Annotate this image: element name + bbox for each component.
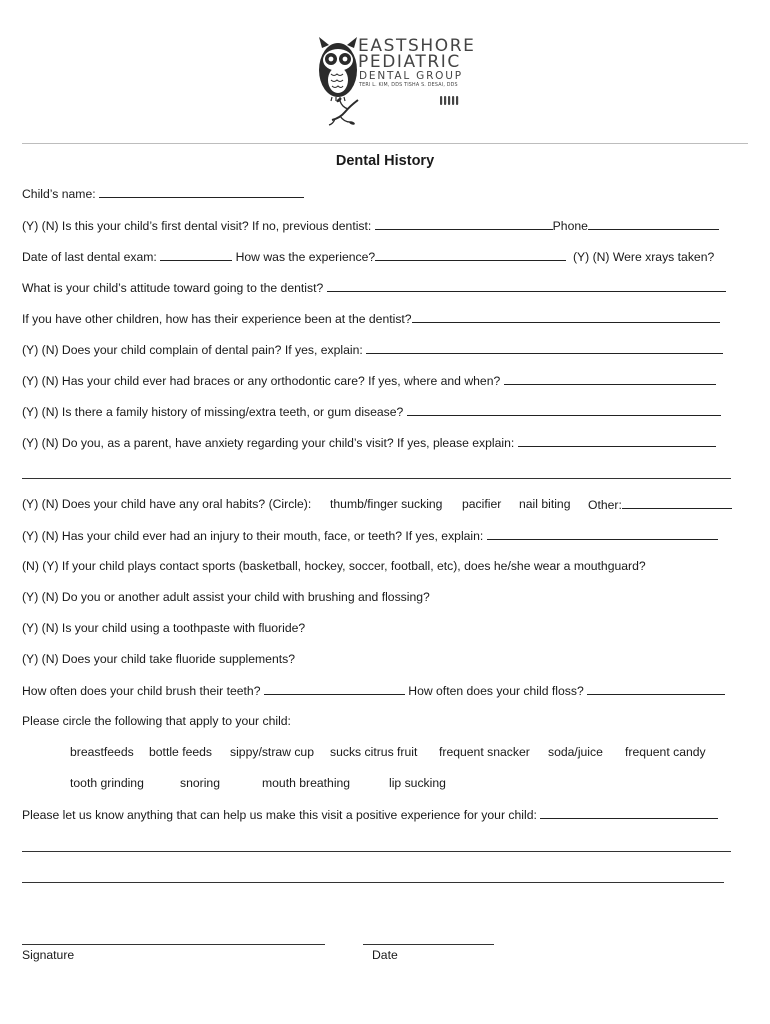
- family-history-field[interactable]: [407, 404, 721, 416]
- previous-dentist-field[interactable]: [375, 218, 553, 230]
- logo-line-pediatric: PEDIATRIC: [358, 52, 461, 72]
- assist-label: (Y) (N) Do you or another adult assist your child with brushing and flossing?: [22, 590, 430, 604]
- positive-row: [22, 807, 718, 823]
- positive-label: Please let us know anything that can help us make this visit a positive experience for your child:: [22, 808, 537, 822]
- anxiety-field[interactable]: [518, 435, 716, 447]
- brush-label: How often does your child brush their teeth?: [22, 684, 261, 698]
- other-children-field[interactable]: [412, 311, 720, 323]
- signature-label: Signature: [22, 948, 75, 962]
- childs-name-label: Child’s name:: [22, 187, 96, 201]
- childs-name-row: [22, 186, 304, 202]
- first-visit-label: (Y) (N) Is this your child’s first dental visit? If no, previous dentist:: [22, 219, 372, 233]
- option-bottle-feeds[interactable]: bottle feeds: [149, 745, 213, 759]
- toothpaste-label: (Y) (N) Is your child using a toothpaste with fluoride?: [22, 621, 306, 635]
- habit-option-other: [588, 497, 732, 513]
- positive-continuation-line-2[interactable]: [22, 882, 724, 883]
- habit-option-nail-biting[interactable]: nail biting: [519, 497, 571, 511]
- attitude-row: [22, 280, 726, 296]
- logo-line-dental-group: DENTAL GROUP: [359, 70, 463, 82]
- option-tooth-grinding[interactable]: tooth grinding: [70, 776, 144, 790]
- braces-field[interactable]: [504, 373, 716, 385]
- pain-field[interactable]: [366, 342, 723, 354]
- other-children-label: If you have other children, how has their experience been at the dentist?: [22, 312, 412, 326]
- practice-logo: [310, 34, 476, 130]
- positive-continuation-line-1[interactable]: [22, 851, 731, 852]
- injury-field[interactable]: [487, 528, 718, 540]
- childs-name-field[interactable]: [99, 186, 304, 198]
- anxiety-label: (Y) (N) Do you, as a parent, have anxiety regarding your child’s visit? If yes, please explain:: [22, 436, 515, 450]
- option-lip-sucking[interactable]: lip sucking: [389, 776, 446, 790]
- family-history-label: (Y) (N) Is there a family history of missing/extra teeth, or gum disease?: [22, 405, 404, 419]
- date-line[interactable]: [363, 944, 494, 945]
- assist-row: [22, 590, 430, 605]
- brush-field[interactable]: [264, 683, 405, 695]
- floss-field[interactable]: [587, 683, 725, 695]
- last-exam-field[interactable]: [160, 249, 232, 261]
- phone-field[interactable]: [588, 218, 719, 230]
- option-frequent-snacker[interactable]: frequent snacker: [439, 745, 530, 759]
- experience-field[interactable]: [375, 249, 566, 261]
- option-soda-juice[interactable]: soda/juice: [548, 745, 603, 759]
- first-visit-row: [22, 218, 719, 234]
- supplements-label: (Y) (N) Does your child take fluoride supplements?: [22, 652, 295, 666]
- last-exam-label: Date of last dental exam:: [22, 250, 157, 264]
- last-exam-row: [22, 249, 714, 265]
- circle-prompt-label: Please circle the following that apply to your child:: [22, 714, 291, 728]
- option-sucks-citrus-fruit[interactable]: sucks citrus fruit: [330, 745, 418, 759]
- supplements-row: [22, 652, 295, 667]
- braces-label: (Y) (N) Has your child ever had braces or any orthodontic care? If yes, where and when?: [22, 374, 501, 388]
- family-history-row: [22, 404, 721, 420]
- option-snoring[interactable]: snoring: [180, 776, 220, 790]
- circle-prompt-row: [22, 714, 291, 729]
- positive-field[interactable]: [540, 807, 718, 819]
- attitude-field[interactable]: [327, 280, 726, 292]
- date-label: Date: [372, 948, 398, 962]
- brush-floss-row: [22, 683, 725, 699]
- sports-row: [22, 559, 646, 574]
- attitude-label: What is your child’s attitude toward going to the dentist?: [22, 281, 324, 295]
- option-frequent-candy[interactable]: frequent candy: [625, 745, 706, 759]
- signature-line[interactable]: [22, 944, 325, 945]
- xrays-label: (Y) (N) Were xrays taken?: [572, 250, 715, 264]
- option-breastfeeds[interactable]: breastfeeds: [70, 745, 134, 759]
- header-divider: [22, 143, 748, 144]
- phone-label: Phone: [552, 219, 588, 233]
- injury-label: (Y) (N) Has your child ever had an injury to their mouth, face, or teeth? If yes, explain:: [22, 529, 484, 543]
- sports-label: (N) (Y) If your child plays contact sports (basketball, hockey, soccer, football, etc), does he/she wear a mouthguard?: [22, 559, 646, 573]
- oral-habits-label: (Y) (N) Does your child have any oral habits? (Circle):: [22, 497, 312, 511]
- pain-label: (Y) (N) Does your child complain of dental pain? If yes, explain:: [22, 343, 363, 357]
- toothpaste-row: [22, 621, 305, 636]
- logo-line-eastshore: EASTSHORE: [358, 36, 476, 56]
- anxiety-continuation-line[interactable]: [22, 478, 731, 479]
- anxiety-row: [22, 435, 716, 451]
- other-children-row: [22, 311, 720, 327]
- floss-label: How often does your child floss?: [408, 684, 584, 698]
- option-sippy-straw-cup[interactable]: sippy/straw cup: [230, 745, 314, 759]
- habit-option-pacifier[interactable]: pacifier: [462, 497, 502, 511]
- pain-row: [22, 342, 723, 358]
- logo-doctors: TERI L. KIM, DDS TISHA S. DESAI, DDS: [359, 83, 458, 88]
- habit-other-field[interactable]: [622, 497, 732, 509]
- injury-row: [22, 528, 718, 544]
- form-title: Dental History: [335, 153, 435, 169]
- experience-label: How was the experience?: [235, 250, 376, 264]
- option-mouth-breathing[interactable]: mouth breathing: [262, 776, 351, 790]
- habit-other-label: Other:: [588, 498, 622, 512]
- braces-row: [22, 373, 716, 389]
- habit-option-thumb[interactable]: thumb/finger sucking: [330, 497, 443, 511]
